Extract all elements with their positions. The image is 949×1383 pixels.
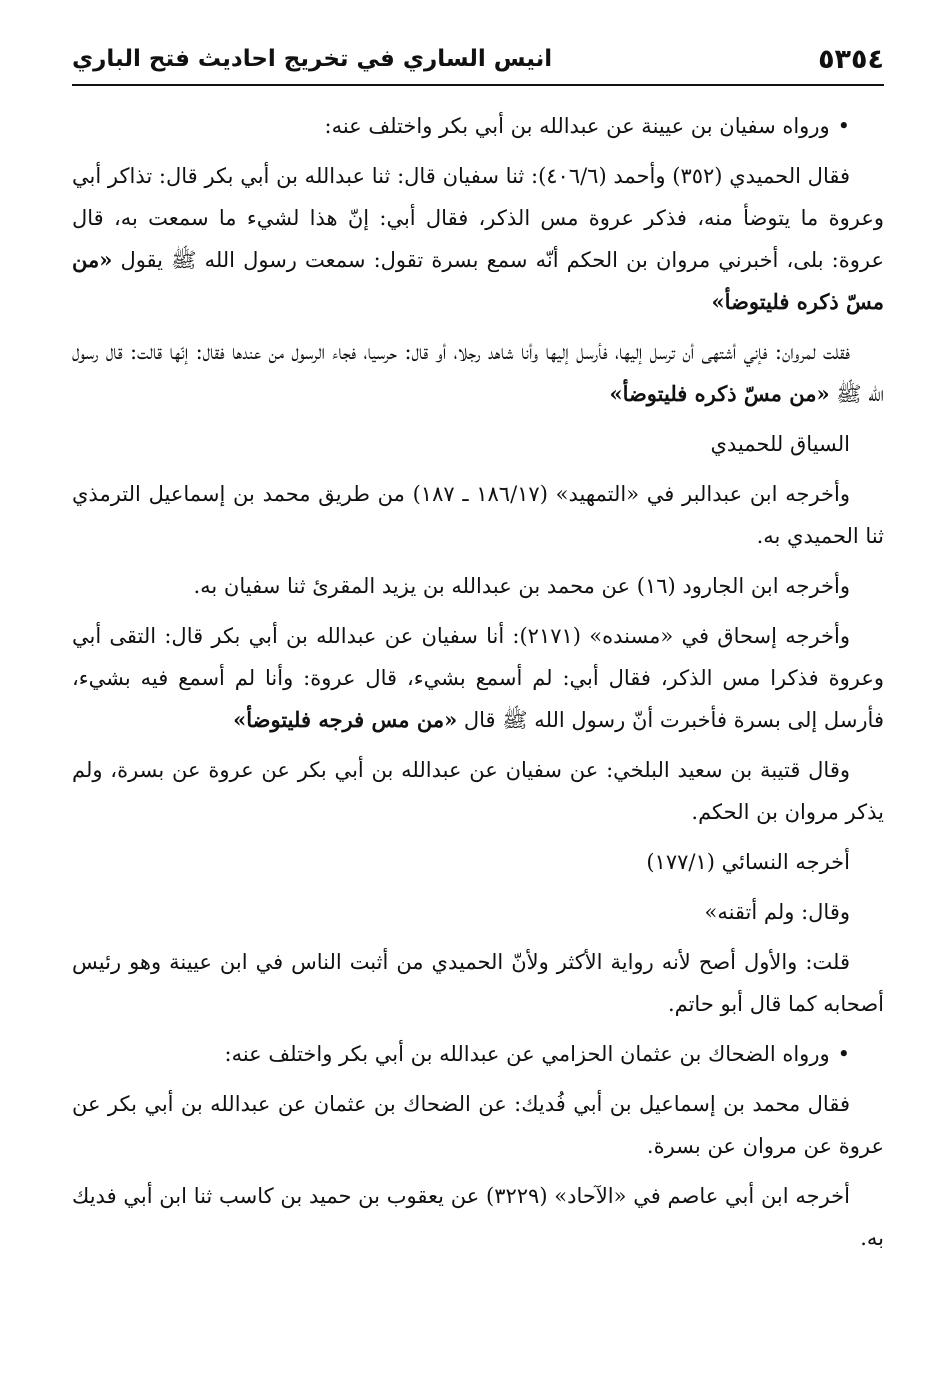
paragraph: وأخرجه ابن الجارود (١٦) عن محمد بن عبدالله بن يزيد المقرئ ثنا سفيان به. xyxy=(193,574,850,598)
hadith-text: «من مس فرجه فليتوضأ» xyxy=(233,707,458,732)
running-title: انيس الساري في تخريج احاديث فتح الباري xyxy=(72,46,553,72)
page-header xyxy=(72,38,884,80)
paragraph: وقال قتيبة بن سعيد البلخي: عن سفيان عن عبدالله بن أبي بكر عن عروة عن بسرة، ولم يذكر مروان بن الحكم. xyxy=(72,758,884,824)
hadith-text: «من مسّ ذكره فليتوضأ» xyxy=(72,247,884,314)
header-divider xyxy=(72,84,884,86)
page-number: ٥٣٥٤ xyxy=(818,43,884,75)
paragraph: وقال: ولم أتقنه» xyxy=(704,900,850,924)
paragraph: وأخرجه إسحاق في «مسنده» (٢١٧١): أنا سفيان عن عبدالله بن أبي بكر قال: التقى أبي وعروة فذكرا مس الذكر، فقال أبي: لم أسمع بشيء، قال عروة: وأنا لم أسمع فيه بشيء، فأرسل إلى بسرة فأخبرت أنّ رسول الله ﷺ قال «من مس فرجه فليتوضأ» xyxy=(72,624,884,732)
paragraph: وأخرجه ابن عبدالبر في «التمهيد» (١٨٦/١٧ ـ ١٨٧) من طريق محمد بن إسماعيل الترمذي ثنا الحميدي به. xyxy=(72,482,884,548)
paragraph: فقال محمد بن إسماعيل بن أبي فُديك: عن الضحاك بن عثمان عن عبدالله بن أبي بكر عن عروة عن مروان عن بسرة. xyxy=(72,1092,884,1158)
bullet-paragraph: • ورواه الضحاك بن عثمان الحزامي عن عبدالله بن أبي بكر واختلف عنه: xyxy=(72,1033,884,1075)
paragraph: أخرجه ابن أبي عاصم في «الآحاد» (٣٢٢٩) عن يعقوب بن حميد بن كاسب ثنا ابن أبي فديك به. xyxy=(72,1184,884,1250)
hadith-text: «من مسّ ذكره فليتوضأ» xyxy=(609,381,830,406)
bullet-paragraph: • ورواه سفيان بن عيينة عن عبدالله بن أبي بكر واختلف عنه: xyxy=(72,105,884,147)
paragraph: أخرجه النسائي (١٧٧/١) xyxy=(646,850,850,874)
paragraph: قلت: والأول أصح لأنه رواية الأكثر ولأنّ الحميدي من أثبت الناس في ابن عيينة وهو رئيس أصحابه كما قال أبو حاتم. xyxy=(72,950,884,1016)
page-body xyxy=(72,105,884,1267)
paragraph: السياق للحميدي xyxy=(710,432,850,456)
paragraph: فقلت لمروان: فإني أشتهى أن ترسل إليها، فأرسل إليها وأنا شاهد رجلا، أو قال: حرسيا، فجاء الرسول من عندها فقال: إنّها قالت: قال رسول الله ﷺ «من مسّ ذكره فليتوضأ» xyxy=(72,340,884,406)
paragraph: فقال الحميدي (٣٥٢) وأحمد (٤٠٦/٦): ثنا سفيان قال: ثنا عبدالله بن أبي بكر قال: تذاكر أبي وعروة ما يتوضأ منه، فذكر عروة مس الذكر، فقال أبي: إنّ هذا لشيء ما سمعت به، قال عروة: بلى، أخبرني مروان بن الحكم أنّه سمع بسرة تقول: سمعت رسول الله ﷺ يقول «من مسّ ذكره فليتوضأ» xyxy=(72,164,884,314)
